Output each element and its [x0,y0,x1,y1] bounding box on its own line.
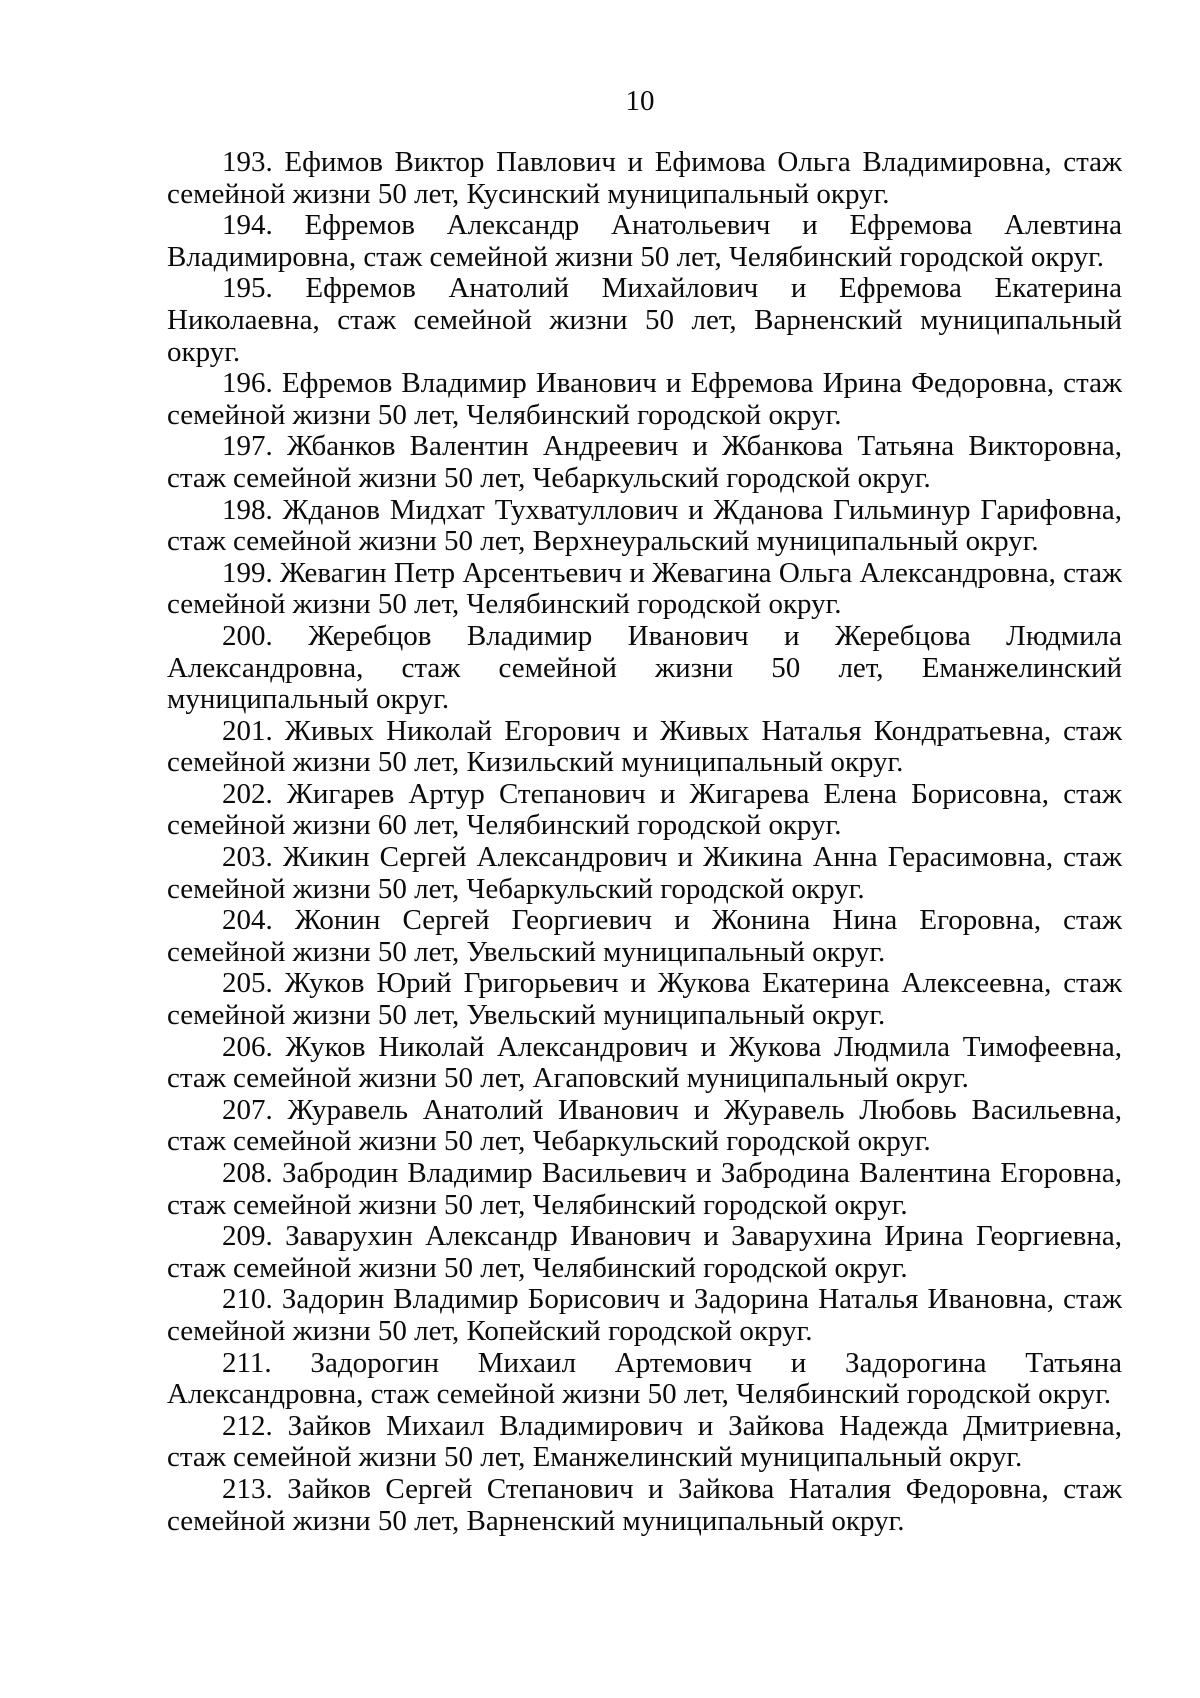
list-entry: 209. Заварухин Александр Иванович и Заварухина Ирина Георгиевна, стаж семейной жизни 50 лет, Челябинский городской округ. [167,1220,1122,1284]
list-entry: 202. Жигарев Артур Степанович и Жигарева Елена Борисовна, стаж семейной жизни 60 лет, Челябинский городской округ. [167,777,1122,842]
list-entry: 206. Жуков Николай Александрович и Жукова Людмила Тимофеевна, стаж семейной жизни 50 лет, Агаповский муниципальный округ. [167,1030,1122,1095]
list-entry: 207. Журавель Анатолий Иванович и Журавель Любовь Васильевна, стаж семейной жизни 50 лет, Чебаркульский городской округ. [167,1093,1122,1158]
list-entry: 212. Зайков Михаил Владимирович и Зайкова Надежда Дмитриевна, стаж семейной жизни 50 лет, Еманжелинский муниципальный округ. [167,1409,1122,1474]
entry-list [167,147,1122,1537]
list-entry: 208. Забродин Владимир Васильевич и Забродина Валентина Егоровна, стаж семейной жизни 50 лет, Челябинский городской округ. [167,1157,1122,1221]
list-entry: 204. Жонин Сергей Георгиевич и Жонина Нина Егоровна, стаж семейной жизни 50 лет, Увельский муниципальный округ. [167,904,1122,968]
page-number: 10 [625,85,655,117]
list-entry: 194. Ефремов Александр Анатольевич и Ефремова Алевтина Владимировна, стаж семейной жизни 50 лет, Челябинский городской округ. [167,209,1122,273]
list-entry: 210. Задорин Владимир Борисович и Задорина Наталья Ивановна, стаж семейной жизни 50 лет, Копейский городской округ. [167,1283,1122,1347]
list-entry: 197. Жбанков Валентин Андреевич и Жбанкова Татьяна Викторовна, стаж семейной жизни 50 лет, Чебаркульский городской округ. [167,430,1122,494]
list-entry: 203. Жикин Сергей Александрович и Жикина Анна Герасимовна, стаж семейной жизни 50 лет, Чебаркульский городской округ. [167,841,1122,905]
list-entry: 205. Жуков Юрий Григорьевич и Жукова Екатерина Алексеевна, стаж семейной жизни 50 лет, Увельский муниципальный округ. [167,967,1122,1032]
list-entry: 213. Зайков Сергей Степанович и Зайкова Наталия Федоровна, стаж семейной жизни 50 лет, Варненский муниципальный округ. [167,1472,1122,1537]
list-entry: 211. Задорогин Михаил Артемович и Задорогина Татьяна Александровна, стаж семейной жизни 50 лет, Челябинский городской округ. [167,1346,1122,1411]
list-entry: 195. Ефремов Анатолий Михайлович и Ефремова Екатерина Николаевна, стаж семейной жизни 50 лет, Варненский муниципальный округ. [167,272,1122,368]
list-entry: 196. Ефремов Владимир Иванович и Ефремова Ирина Федоровна, стаж семейной жизни 50 лет, Челябинский городской округ. [167,367,1122,431]
list-entry: 193. Ефимов Виктор Павлович и Ефимова Ольга Владимировна, стаж семейной жизни 50 лет, Кусинский муниципальный округ. [167,146,1122,210]
list-entry: 199. Жевагин Петр Арсентьевич и Жевагина Ольга Александровна, стаж семейной жизни 50 лет, Челябинский городской округ. [167,556,1122,621]
list-entry: 198. Жданов Мидхат Тухватуллович и Жданова Гильминур Гарифовна, стаж семейной жизни 50 лет, Верхнеуральский муниципальный округ. [167,493,1122,558]
list-entry: 201. Живых Николай Егорович и Живых Наталья Кондратьевна, стаж семейной жизни 50 лет, Кизильский муниципальный округ. [167,714,1122,779]
list-entry: 200. Жеребцов Владимир Иванович и Жеребцова Людмила Александровна, стаж семейной жизни 50 лет, Еманжелинский муниципальный округ. [167,619,1122,716]
